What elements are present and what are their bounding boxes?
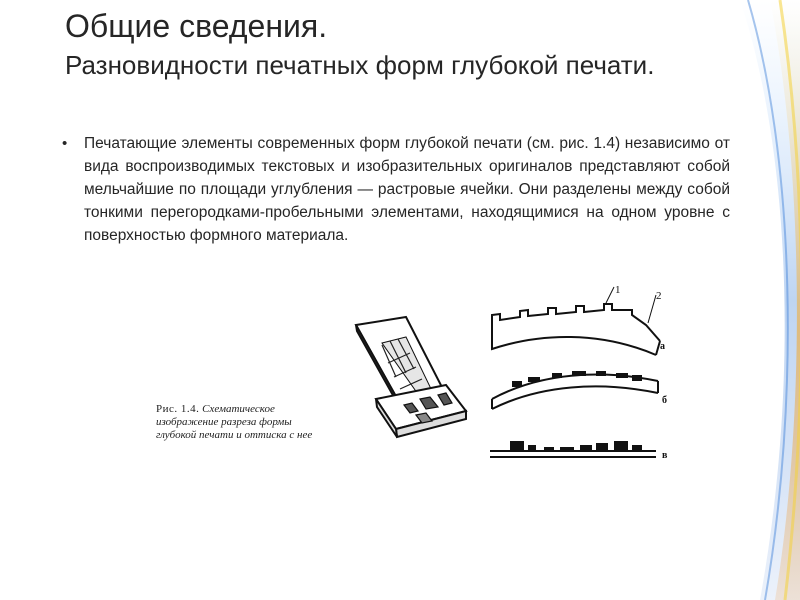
title-line-1: Общие сведения. — [65, 8, 328, 44]
bullet-icon: • — [62, 135, 68, 152]
section-b-cells — [512, 371, 642, 387]
section-v — [490, 451, 656, 457]
body-paragraph: Печатающие элементы современных форм глубокой печати (см. рис. 1.4) независимо от вида воспроизводимых текстовых и изобразительных оригиналов представляют собой мельчайшие по площади углубления — растровые ячейки. Они разделены между собой тонкими перегородками-пробельными элементами, находящимися на одном уровне с поверхностью формного материала. — [84, 135, 730, 244]
label-b: б — [662, 395, 667, 406]
figure-caption — [156, 403, 324, 442]
label-2: 2 — [656, 290, 662, 302]
figure-1-4 — [120, 281, 670, 488]
label-a: а — [660, 341, 665, 352]
body-text — [62, 132, 730, 247]
section-a — [492, 304, 660, 355]
label-1: 1 — [615, 284, 621, 296]
figure-caption-label: Рис. 1.4. — [156, 403, 200, 415]
figure-drawing — [120, 281, 670, 488]
leader-lines — [606, 287, 656, 323]
plate-lower — [376, 385, 466, 437]
figure-caption-text: Схематическое изображение разреза формы глубокой печати и оттиска с нее — [156, 403, 313, 441]
section-v-ink — [510, 441, 642, 451]
slide-title — [65, 8, 765, 80]
title-line-2: Разновидности печатных форм глубокой печати. — [65, 49, 655, 80]
label-v: в — [662, 450, 668, 461]
